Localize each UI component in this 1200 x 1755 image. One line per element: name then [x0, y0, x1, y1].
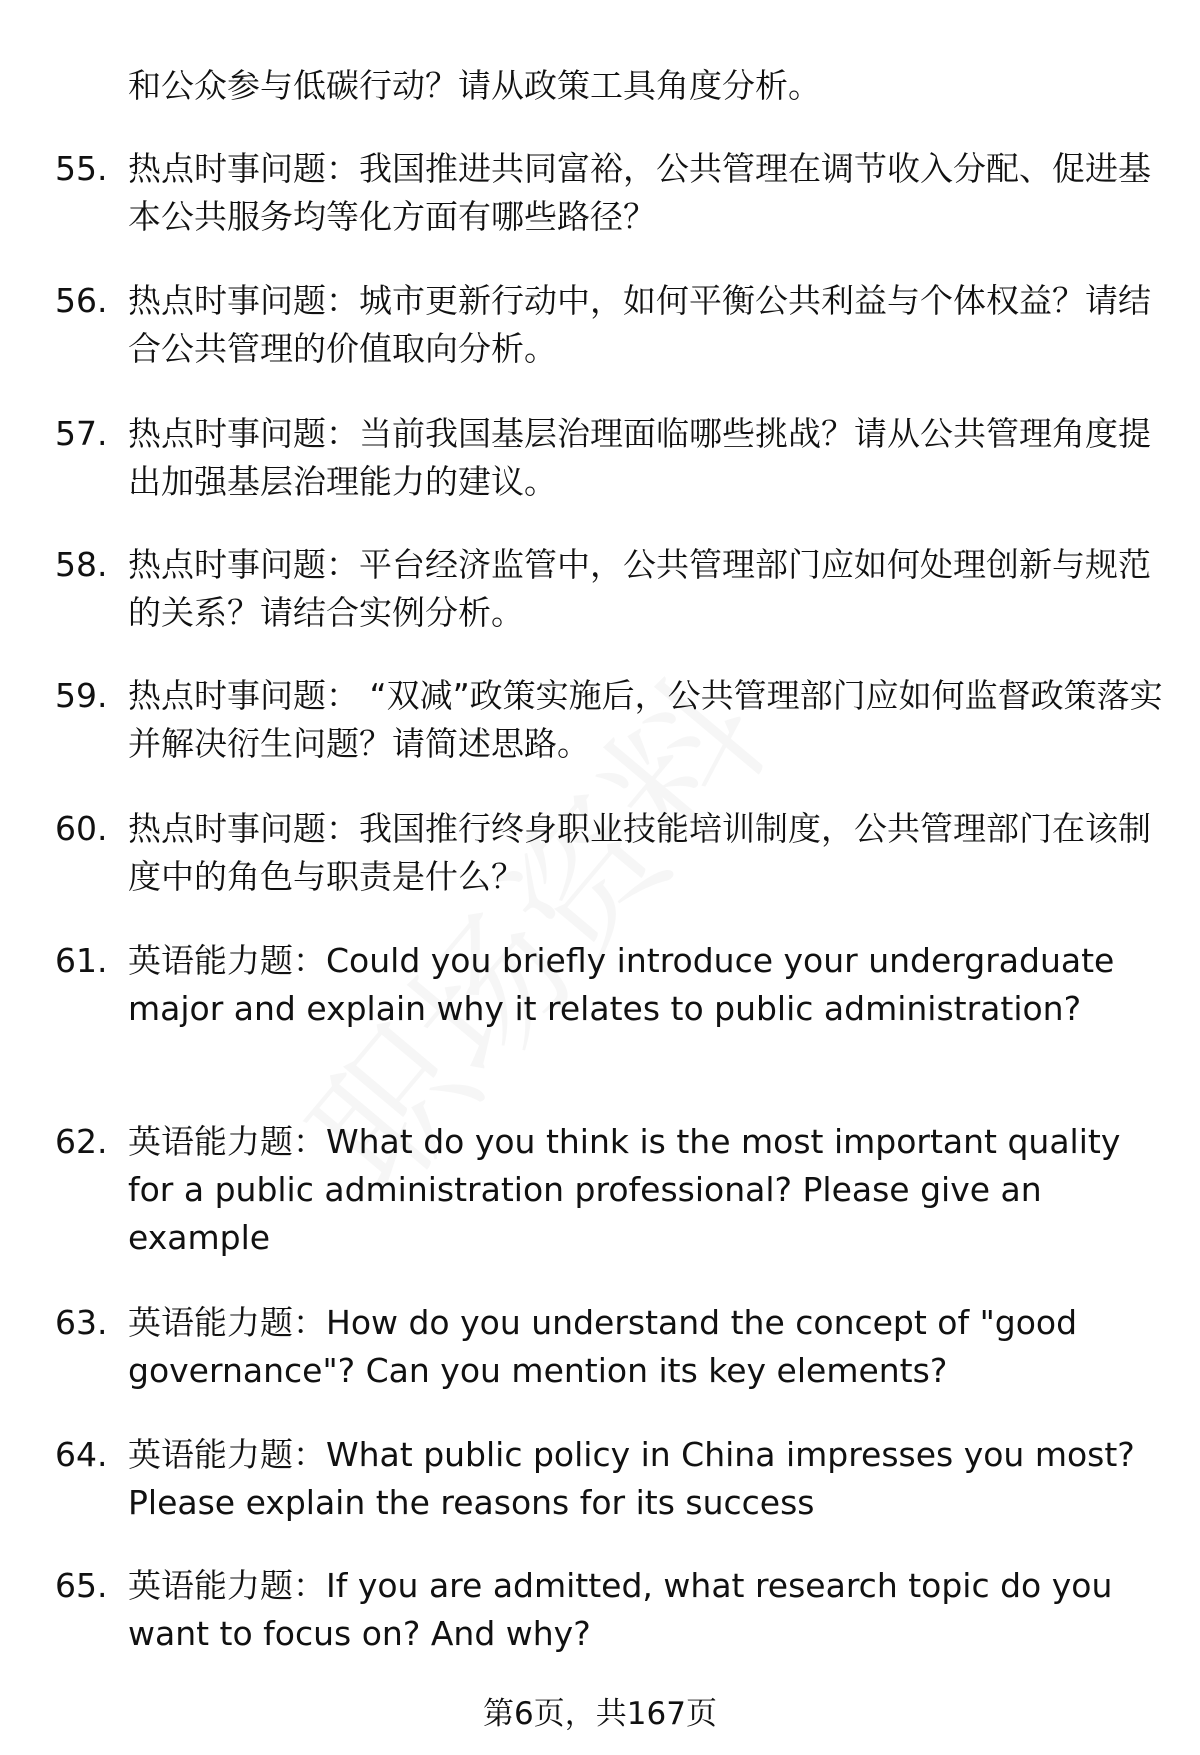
question-text: 英语能力题：How do you understand the concept of "good governance"? Can you mention its key elements? [128, 1303, 1078, 1390]
question-text: 热点时事问题：城市更新行动中，如何平衡公共利益与个体权益？请结合公共管理的价值取向分析。 [128, 281, 1151, 368]
question-number: 61. [55, 941, 108, 980]
question-item [55, 145, 1165, 241]
question-item [55, 672, 1165, 768]
page-number: 第6页，共167页 [483, 1696, 717, 1732]
question-text: 热点时事问题：我国推行终身职业技能培训制度，公共管理部门在该制度中的角色与职责是什么？ [128, 809, 1151, 896]
question-number: 64. [55, 1435, 108, 1474]
question-number: 60. [55, 809, 108, 848]
question-item [55, 1118, 1165, 1262]
question-number: 62. [55, 1122, 108, 1161]
question-item [55, 541, 1165, 637]
question-item [55, 1431, 1165, 1527]
question-text: 热点时事问题：我国推进共同富裕，公共管理在调节收入分配、促进基本公共服务均等化方面有哪些路径？ [128, 149, 1151, 236]
question-text: 热点时事问题： “双减”政策实施后，公共管理部门应如何监督政策落实并解决衍生问题？请简述思路。 [128, 676, 1163, 763]
question-number: 65. [55, 1566, 108, 1605]
question-text: 英语能力题：Could you briefly introduce your undergraduate major and explain why it relates to public administration? [128, 941, 1115, 1028]
question-text: 热点时事问题：当前我国基层治理面临哪些挑战？请从公共管理角度提出加强基层治理能力的建议。 [128, 414, 1151, 501]
question-item [55, 805, 1165, 901]
question-number: 55. [55, 149, 108, 188]
question-text: 英语能力题：If you are admitted, what research topic do you want to focus on? And why? [128, 1566, 1113, 1653]
question-number: 56. [55, 281, 108, 320]
question-text: 热点时事问题：平台经济监管中，公共管理部门应如何处理创新与规范的关系？请结合实例分析。 [128, 545, 1151, 632]
question-item [55, 937, 1165, 1033]
question-text: 英语能力题：What public policy in China impresses you most? Please explain the reasons for its success [128, 1435, 1135, 1522]
question-item [55, 410, 1165, 506]
question-text: 英语能力题：What do you think is the most important quality for a public administration professional? Please give an example [128, 1122, 1121, 1257]
continued-text: 和公众参与低碳行动？请从政策工具角度分析。 [128, 66, 821, 105]
question-item [55, 277, 1165, 373]
question-number: 59. [55, 676, 108, 715]
question-item [55, 1562, 1165, 1658]
question-item [55, 1299, 1165, 1395]
question-number: 58. [55, 545, 108, 584]
question-number: 63. [55, 1303, 108, 1342]
question-number: 57. [55, 414, 108, 453]
